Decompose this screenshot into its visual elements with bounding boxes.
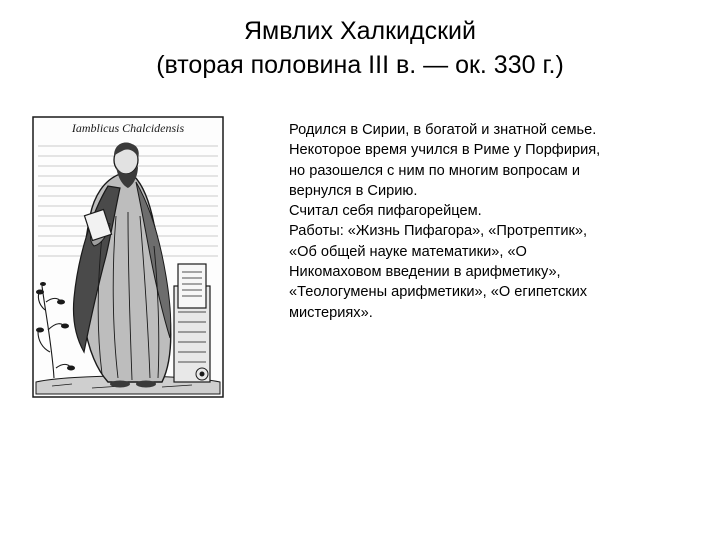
bio-line: вернулся в Сирию.: [289, 182, 418, 199]
slide-title: [0, 14, 720, 82]
bio-line: но разошелся с ним по многим вопросам и: [289, 162, 581, 179]
title-line-dates: (вторая половина III в. — ок. 330 г.): [156, 51, 564, 79]
portrait-engraving: [32, 116, 224, 398]
title-line-name: Ямвлих Халкидский: [244, 17, 476, 45]
engraving-caption: Iamblicus Chalcidensis: [71, 121, 185, 135]
bio-line: Считал себя пифагорейцем.: [289, 203, 482, 220]
bio-line: мистериях».: [289, 304, 373, 321]
bio-line: «Теологумены арифметики», «О египетских: [289, 284, 588, 301]
bio-line: Родился в Сирии, в богатой и знатной семье.: [289, 122, 597, 138]
tablet-icon: [178, 264, 206, 308]
bio-line: Работы: «Жизнь Пифагора», «Протрептик»,: [289, 223, 588, 240]
bio-line: Некоторое время учился в Риме у Порфирия,: [289, 142, 601, 159]
bio-line: «Об общей науке математики», «О: [289, 243, 527, 260]
biography-text: [289, 120, 699, 323]
bio-line: Никомаховом введении в арифметику»,: [289, 264, 561, 281]
